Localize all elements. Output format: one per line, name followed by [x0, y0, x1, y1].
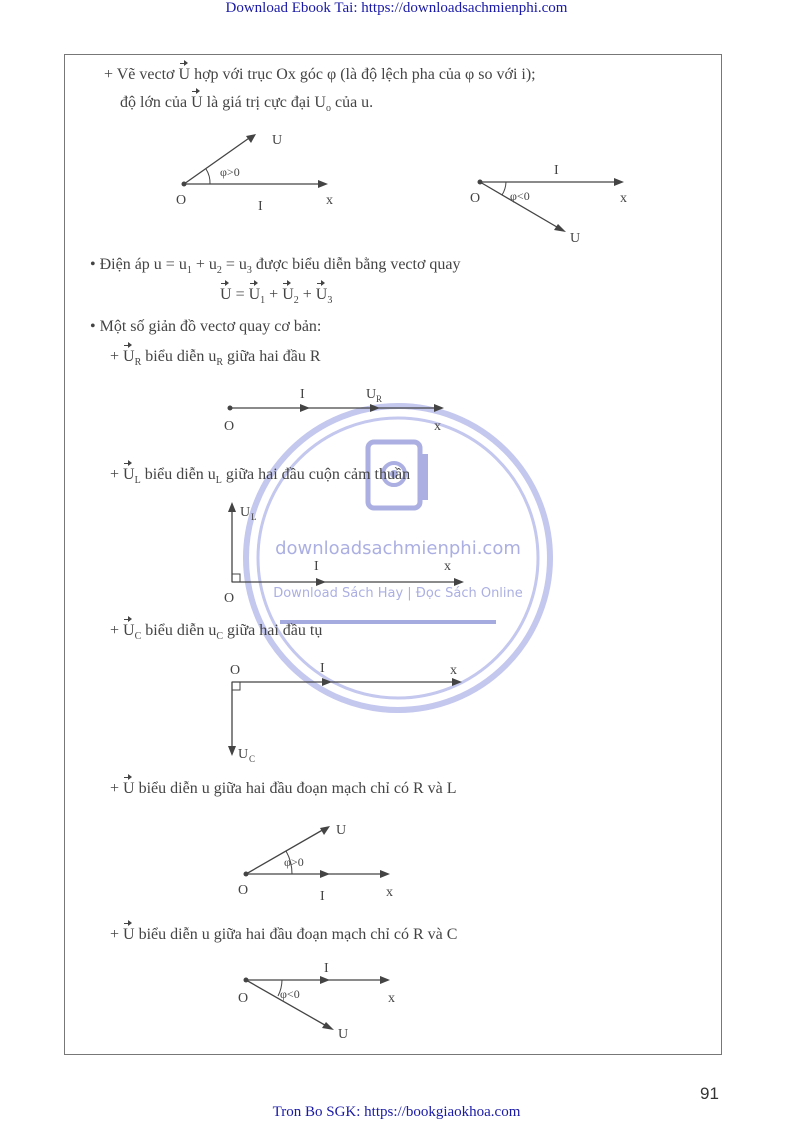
text-line-1: + Vẽ vectơ U hợp với trục Ox góc φ (là độ lệch pha của φ so với i);: [104, 66, 536, 83]
text-rl-caption: + U biểu diễn u giữa hai đầu đoạn mạch chỉ có R và L: [110, 780, 457, 797]
diagram-u-positive-phase: [172, 124, 352, 214]
diagram-rc: [234, 958, 414, 1048]
diagram-rl: [234, 816, 414, 906]
watermark-title: downloadsachmienphi.com: [275, 538, 521, 559]
svg-text:x: x: [620, 191, 627, 206]
svg-text:U: U: [272, 133, 283, 148]
svg-text:x: x: [386, 885, 393, 900]
svg-text:I: I: [320, 889, 325, 904]
svg-text:U: U: [338, 1027, 349, 1042]
svg-text:U: U: [570, 231, 581, 246]
svg-text:C: C: [249, 754, 256, 764]
diagram-capacitor: [222, 654, 472, 764]
header-download-link[interactable]: Download Ebook Tai: https://downloadsachmienphi.com: [225, 0, 568, 16]
svg-text:I: I: [320, 661, 325, 676]
text-line-2: độ lớn của U là giá trị cực đại $U_o$ của u.: [120, 94, 374, 115]
svg-text:O: O: [224, 591, 235, 606]
svg-text:x: x: [326, 193, 333, 208]
svg-text:U: U: [366, 387, 377, 402]
svg-text:R: R: [376, 394, 383, 404]
page-number: 91: [700, 1084, 719, 1103]
svg-text:φ<0: φ<0: [510, 189, 530, 203]
svg-text:x: x: [444, 559, 451, 574]
svg-text:x: x: [450, 663, 457, 678]
svg-text:O: O: [230, 663, 241, 678]
svg-text:U: U: [336, 823, 347, 838]
footer-sgk-link[interactable]: Tron Bo SGK: https://bookgiaokhoa.com: [272, 1104, 521, 1120]
svg-text:O: O: [238, 883, 249, 898]
diagram-resistor: [220, 380, 460, 440]
svg-text:x: x: [388, 991, 395, 1006]
svg-text:U: U: [238, 747, 249, 762]
text-ur-caption: + $U_R$ biểu diễn $u_R$ giữa hai đầu R: [110, 348, 321, 369]
svg-text:I: I: [300, 387, 305, 402]
text-bullet-voltage-sum: • Điện áp $u = u_1 + u_2 = u_3$ được biểu diễn bằng vectơ quay: [90, 256, 461, 277]
svg-text:O: O: [176, 193, 187, 208]
svg-text:x: x: [434, 419, 441, 434]
svg-text:I: I: [554, 163, 559, 178]
svg-text:U: U: [240, 505, 251, 520]
svg-text:I: I: [258, 199, 263, 214]
diagram-inductor: [220, 496, 470, 606]
equation-vector-sum: $U = U_1 + U_2 + U_3$: [220, 286, 333, 307]
svg-text:O: O: [238, 991, 249, 1006]
svg-text:φ>0: φ>0: [220, 165, 240, 179]
svg-text:φ>0: φ>0: [284, 855, 304, 869]
svg-text:L: L: [251, 512, 257, 522]
text-rc-caption: + U biểu diễn u giữa hai đầu đoạn mạch chỉ có R và C: [110, 926, 458, 943]
watermark-subtitle: Download Sách Hay | Đọc Sách Online: [273, 586, 523, 601]
diagram-u-negative-phase: [468, 160, 638, 250]
svg-text:O: O: [224, 419, 235, 434]
text-uc-caption: + $U_C$ biểu diễn $u_C$ giữa hai đầu tụ: [110, 622, 323, 643]
svg-text:φ<0: φ<0: [280, 987, 300, 1001]
svg-text:I: I: [324, 961, 329, 976]
svg-text:I: I: [314, 559, 319, 574]
text-ul-caption: + $U_L$ biểu diễn $u_L$ giữa hai đầu cuộn cảm thuần: [110, 466, 411, 487]
svg-text:O: O: [470, 191, 481, 206]
text-bullet-basic-diagrams: • Một số giản đồ vectơ quay cơ bản:: [90, 318, 322, 335]
